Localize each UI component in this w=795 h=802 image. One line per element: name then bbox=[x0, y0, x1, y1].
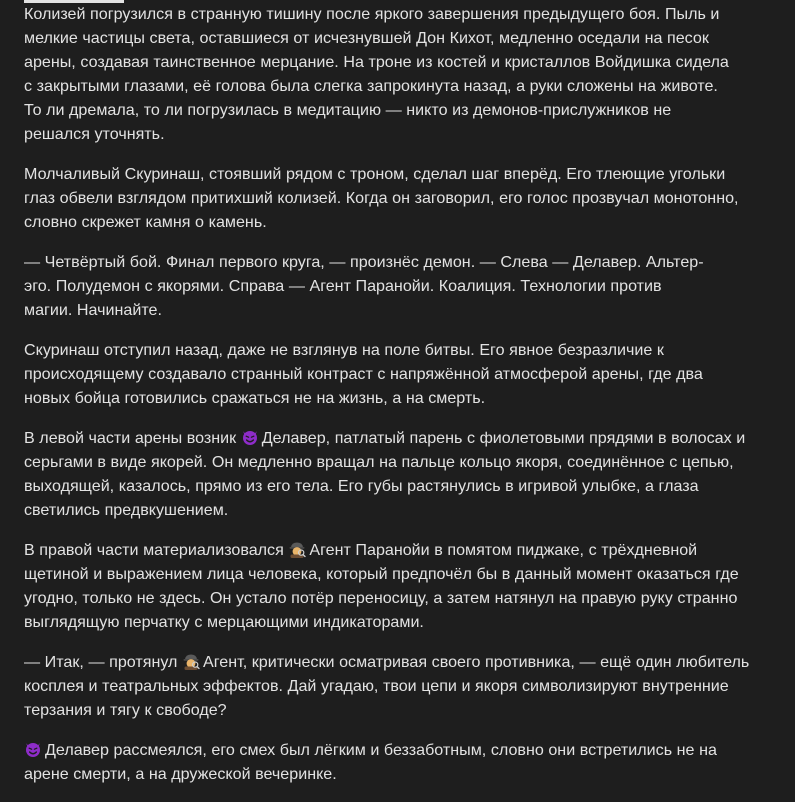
text-line: выходящей, казалось, прямо из его тела. Его губы растянулись в игривой улыбке, а глаза bbox=[24, 477, 699, 495]
story-text bbox=[24, 2, 769, 802]
text-line: Колизей погрузился в странную тишину после яркого завершения предыдущего боя. Пыль и bbox=[24, 5, 720, 23]
text-line: решался уточнять. bbox=[24, 125, 165, 143]
text-segment: Делавер, патлатый парень с фиолетовыми прядями в волосах и bbox=[261, 429, 746, 447]
text-line: новых бойца готовились сражаться не на жизнь, а на смерть. bbox=[24, 389, 486, 407]
paragraph-8 bbox=[24, 738, 769, 786]
text-line: мелкие частицы света, оставшиеся от исчезнувшей Дон Кихот, медленно оседали на песок bbox=[24, 29, 709, 47]
paragraph-2 bbox=[24, 162, 769, 234]
text-segment: В правой части материализовался bbox=[24, 541, 284, 559]
detective-icon bbox=[288, 540, 306, 558]
text-line: происходящему создавало странный контраст с напряжённой атмосферой арены, где два bbox=[24, 365, 703, 383]
text-line: эго. Полудемон с якорями. Справа — Агент Паранойи. Коалиция. Технологии против bbox=[24, 277, 662, 295]
text-segment: В левой части арены возник bbox=[24, 429, 237, 447]
paragraph-7 bbox=[24, 650, 769, 722]
text-line bbox=[24, 538, 769, 562]
text-line: светились предвкушением. bbox=[24, 501, 229, 519]
text-line bbox=[24, 426, 769, 450]
text-line: — Четвёртый бой. Финал первого круга, — произнёс демон. — Слева — Делавер. Альтер- bbox=[24, 253, 704, 271]
text-line: угодно, только не здесь. Он устало потёр переносицу, а затем натянул на правую руку странно bbox=[24, 589, 738, 607]
text-line: Скуринаш отступил назад, даже не взглянув на поле битвы. Его явное безразличие к bbox=[24, 341, 664, 359]
text-line bbox=[24, 738, 769, 762]
smiling-devil-icon bbox=[241, 428, 259, 446]
text-line: выглядящую перчатку с мерцающими индикаторами. bbox=[24, 613, 424, 631]
paragraph-1 bbox=[24, 2, 769, 146]
text-line: арены, создавая таинственное мерцание. На троне из костей и кристаллов Войдишка сидела bbox=[24, 53, 729, 71]
text-line: арене смерти, а на дружеской вечеринке. bbox=[24, 765, 337, 783]
detective-icon bbox=[182, 652, 200, 670]
text-line: косплея и театральных эффектов. Дай угадаю, твои цепи и якоря символизируют внутренние bbox=[24, 677, 729, 695]
text-line: глаз обвели взглядом притихший колизей. Когда он заговорил, его голос прозвучал монотонно, bbox=[24, 189, 739, 207]
text-line: магии. Начинайте. bbox=[24, 301, 162, 319]
text-line: щетиной и выражением лица человека, который предпочёл бы в данный момент оказаться где bbox=[24, 565, 739, 583]
paragraph-5 bbox=[24, 426, 769, 522]
text-line bbox=[24, 650, 769, 674]
paragraph-3 bbox=[24, 250, 769, 322]
paragraph-4 bbox=[24, 338, 769, 410]
text-line: словно скрежет камня о камень. bbox=[24, 213, 267, 231]
text-line: серьгами в виде якорей. Он медленно вращал на пальце кольцо якоря, соединённое с цепью, bbox=[24, 453, 734, 471]
text-segment: Агент Паранойи в помятом пиджаке, с трёхдневной bbox=[309, 541, 698, 559]
text-line: Молчаливый Скуринаш, стоявший рядом с троном, сделал шаг вперёд. Его тлеющие угольки bbox=[24, 165, 726, 183]
text-segment: Агент, критически осматривая своего противника, — ещё один любитель bbox=[203, 653, 750, 671]
text-segment: — Итак, — протянул bbox=[24, 653, 178, 671]
text-line: с закрытыми глазами, её голова была слегка запрокинута назад, а руки сложены на животе. bbox=[24, 77, 718, 95]
text-segment: Делавер рассмеялся, его смех был лёгким и беззаботным, словно они встретились не на bbox=[45, 741, 717, 759]
paragraph-6 bbox=[24, 538, 769, 634]
text-line: терзания и тягу к свободе? bbox=[24, 701, 227, 719]
text-line: То ли дремала, то ли погрузилась в медитацию — никто из демонов-прислужников не bbox=[24, 101, 672, 119]
smiling-devil-icon bbox=[24, 740, 42, 758]
